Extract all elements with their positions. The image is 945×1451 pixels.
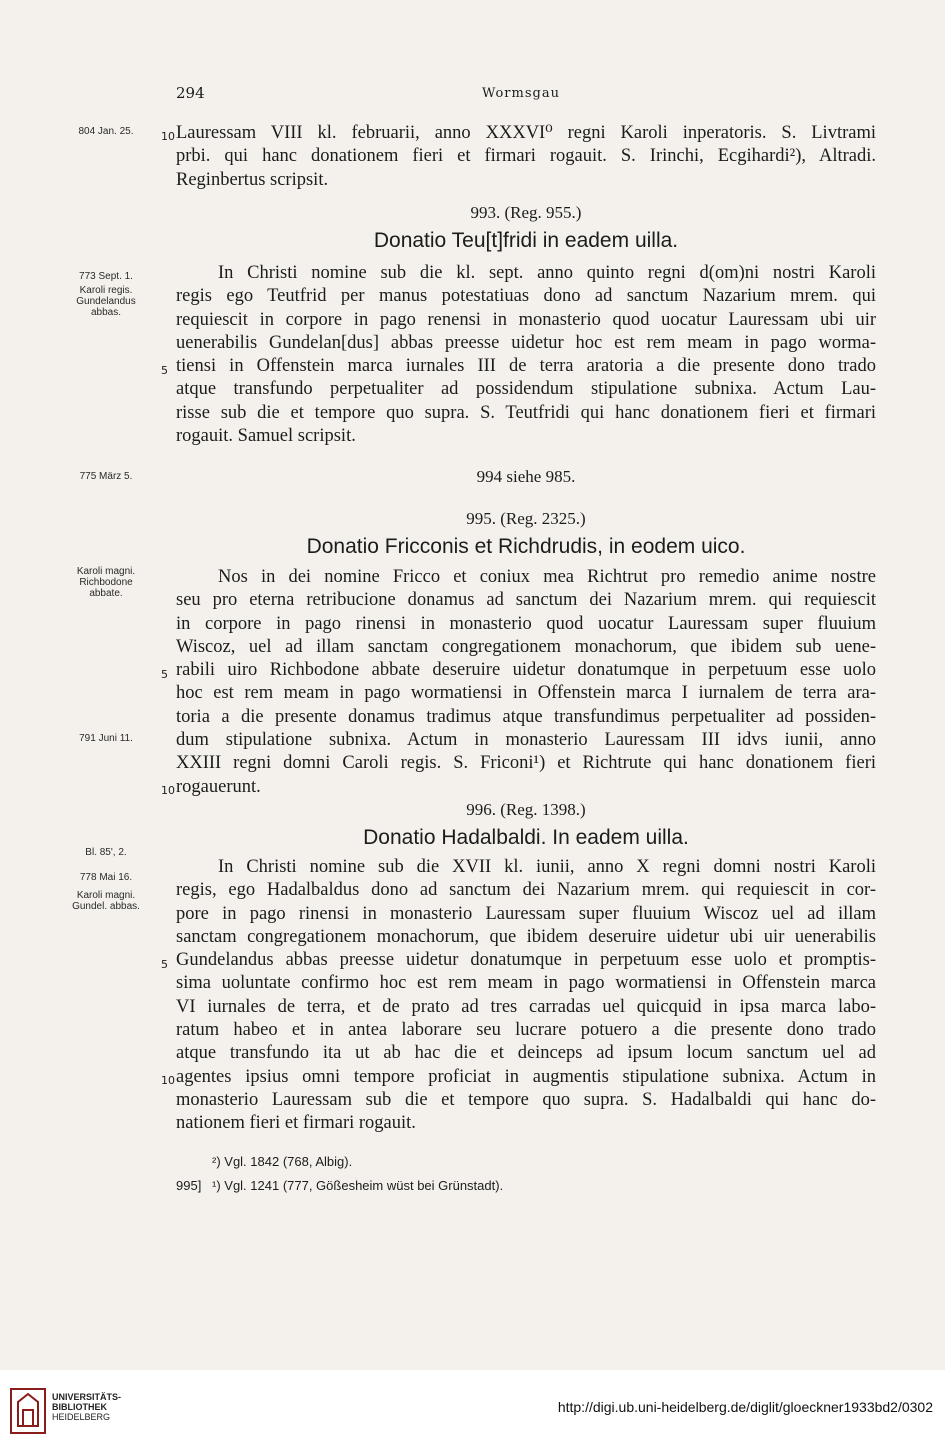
continuation-text: [161, 122, 876, 192]
margin-note-abbas: abbas.: [90, 307, 122, 318]
text-line: rabili uiro Richbodone abbate deseruire uidetur donatumque in perpetuum esse uolo: [176, 660, 876, 681]
document-994-crossref: 994 siehe 985.: [476, 467, 576, 486]
document-number-993: 993. (Reg. 955.): [470, 203, 582, 222]
text-line: Gundelandus abbas preesse uidetur donatumque in perpetuum esse uolo et promptis-: [176, 950, 876, 971]
margin-folio-ref: Bl. 85', 2.: [85, 847, 127, 858]
document-heading-996: Donatio Hadalbaldi. In eadem uilla.: [363, 826, 689, 849]
line-number: 5: [161, 958, 168, 971]
running-title: Wormsgau: [482, 86, 560, 101]
text-line: pore in pago rinensi in monasterio Lauressam super fluuium Wiscoz uel ad illam: [176, 903, 876, 924]
margin-date-804: 804 Jan. 25.: [78, 126, 134, 137]
margin-note-karoli-magni: Karoli magni.: [76, 566, 136, 577]
line-number: 10: [161, 1074, 175, 1087]
footnote-2: [176, 1154, 352, 1169]
text-line: monasterio Lauressam sub die et tempore quo supra. S. Hadalbaldi qui hanc do-: [176, 1089, 876, 1110]
text-line: regis ego Teutfrid per manus potestatiuas dono ad sanctum Nazarium mrem. qui: [176, 286, 876, 307]
text-line: nationem fieri et firmari rogauit.: [176, 1113, 416, 1134]
margin-date-773: 773 Sept. 1.: [79, 271, 133, 282]
text-line: Reginbertus scripsit.: [176, 169, 329, 190]
text-line: toria a die presente donamus tradimus atque transfundimus perpetualiter ad possiden-: [176, 706, 876, 727]
text-line: In Christi nomine sub die kl. sept. anno quinto regni d(om)ni nostri Karoli: [218, 263, 876, 283]
margin-note-richbodone: Richbodone: [79, 577, 133, 588]
document-number-995: 995. (Reg. 2325.): [466, 509, 586, 528]
document-text-993: [161, 262, 876, 448]
text-line: rogauerunt.: [176, 776, 261, 797]
text-line: XXIII regni domni Caroli regis. S. Friconi¹) et Richtrute qui hanc donationem fieri: [176, 753, 876, 774]
margin-date-778: 778 Mai 16.: [79, 872, 133, 883]
margin-note-gundel-abbas: Gundel. abbas.: [72, 901, 140, 912]
footnote-1-text: ¹) Vgl. 1241 (777, Gößesheim wüst bei Grünstadt).: [212, 1178, 504, 1193]
text-line: dum stipulatione subnixa. Actum in monasterio Lauressam III idvs iunii, anno: [176, 730, 876, 751]
text-line: Wiscoz, uel ad illam sanctam congregationem monachorum, que ibidem sub uene-: [176, 636, 876, 657]
library-seal-icon: [10, 1388, 46, 1434]
text-line: tiensi in Offenstein marca iurnales III de terra aratoria a die presente dono trado: [176, 356, 876, 377]
text-line: agentes ipsius omni tempore proficiat in augmentis stipulatione subnixa. Actum in: [176, 1066, 876, 1087]
document-text-996: [161, 856, 876, 1136]
text-line: atque transfundo ita ut ab hac die et deinceps ad ipsum locum sanctum uel ad: [176, 1043, 876, 1064]
text-line: rogauit. Samuel scripsit.: [176, 426, 356, 447]
text-line: uenerabilis Gundelan[dus] abbas preesse uidetur hoc est rem meam in pago worma-: [176, 332, 876, 353]
text-line: hoc est rem meam in pago wormatiensi in Offenstein marca I iurnalem de terra ara-: [176, 683, 876, 704]
document-text-995: [161, 566, 876, 799]
margin-note-karoli: Karoli regis.: [79, 285, 133, 296]
margin-date-775: 775 März 5.: [79, 471, 133, 482]
margin-note-abbate: abbate.: [89, 588, 123, 599]
text-line: sima uoluntate confirmo hoc est rem meam in pago wormatiensi in Offenstein marca: [176, 973, 876, 994]
text-line: VI iurnales de terra, et de prato ad tres carradas uel quicquid in ipsa marca labo-: [176, 996, 876, 1017]
line-number: 10: [161, 130, 175, 143]
margin-note-karoli-magni-2: Karoli magni.: [76, 890, 136, 901]
text-line: atque transfundo perpetualiter ad possidendum stipulatione subnixa. Actum Lau-: [176, 379, 876, 400]
margin-date-791: 791 Juni 11.: [79, 733, 133, 744]
text-line: risse sub die et tempore quo supra. S. Teutfridi qui hanc donationem fieri et firmari: [176, 402, 876, 423]
line-number: 5: [161, 668, 168, 681]
page-number: 294: [176, 84, 205, 102]
text-line: Lauressam VIII kl. februarii, anno XXXVI⁰ regni Karoli inperatoris. S. Livtrami: [176, 123, 876, 143]
footnote-doc-marker: 995]: [176, 1178, 202, 1193]
text-line: requiescit in corpore in pago renensi in monasterio quod uocatur Lauressam ubi uir: [176, 309, 876, 330]
document-heading-995: Donatio Fricconis et Richdrudis, in eodem uico.: [306, 535, 746, 558]
margin-note-gundelandus: Gundelandus: [76, 296, 136, 307]
text-line: ratum habeo et in antea laborare seu lucrare potuero a die presente dono trado: [176, 1020, 876, 1041]
text-line: In Christi nomine sub die XVII kl. iunii, anno X regni domni nostri Karoli: [218, 857, 876, 877]
text-line: regis, ego Hadalbaldus dono ad sanctum dei Nazarium mrem. qui requiescit in cor-: [176, 880, 876, 901]
line-number: 5: [161, 364, 168, 377]
document-heading-993: Donatio Teu[t]fridi in eadem uilla.: [373, 229, 679, 252]
library-logo-text: UNIVERSITÄTS- BIBLIOTHEK HEIDELBERG: [52, 1392, 122, 1422]
text-line: seu pro eterna retribucione donamus ad sanctum dei Nazarium mrem. qui requiescit: [176, 590, 876, 611]
source-url[interactable]: http://digi.ub.uni-heidelberg.de/diglit/gloeckner1933bd2/0302: [557, 1399, 933, 1415]
line-number: 10: [161, 784, 175, 797]
text-line: in corpore in pago rinensi in monasterio quod uocatur Lauressam super fluuium: [176, 613, 876, 634]
text-line: Nos in dei nomine Fricco et coniux mea Richtrut pro remedio anime nostre: [218, 567, 876, 587]
text-line: prbi. qui hanc donationem fieri et firmari rogauit. S. Irinchi, Ecgihardi²), Altradi.: [176, 146, 876, 167]
footnote-2-text: ²) Vgl. 1842 (768, Albig).: [212, 1154, 353, 1169]
document-number-996: 996. (Reg. 1398.): [466, 800, 586, 819]
text-line: sanctam congregationem monachorum, que ibidem deseruire uidetur ubi uir uenerabilis: [176, 926, 876, 947]
footnote-1: [176, 1178, 503, 1193]
